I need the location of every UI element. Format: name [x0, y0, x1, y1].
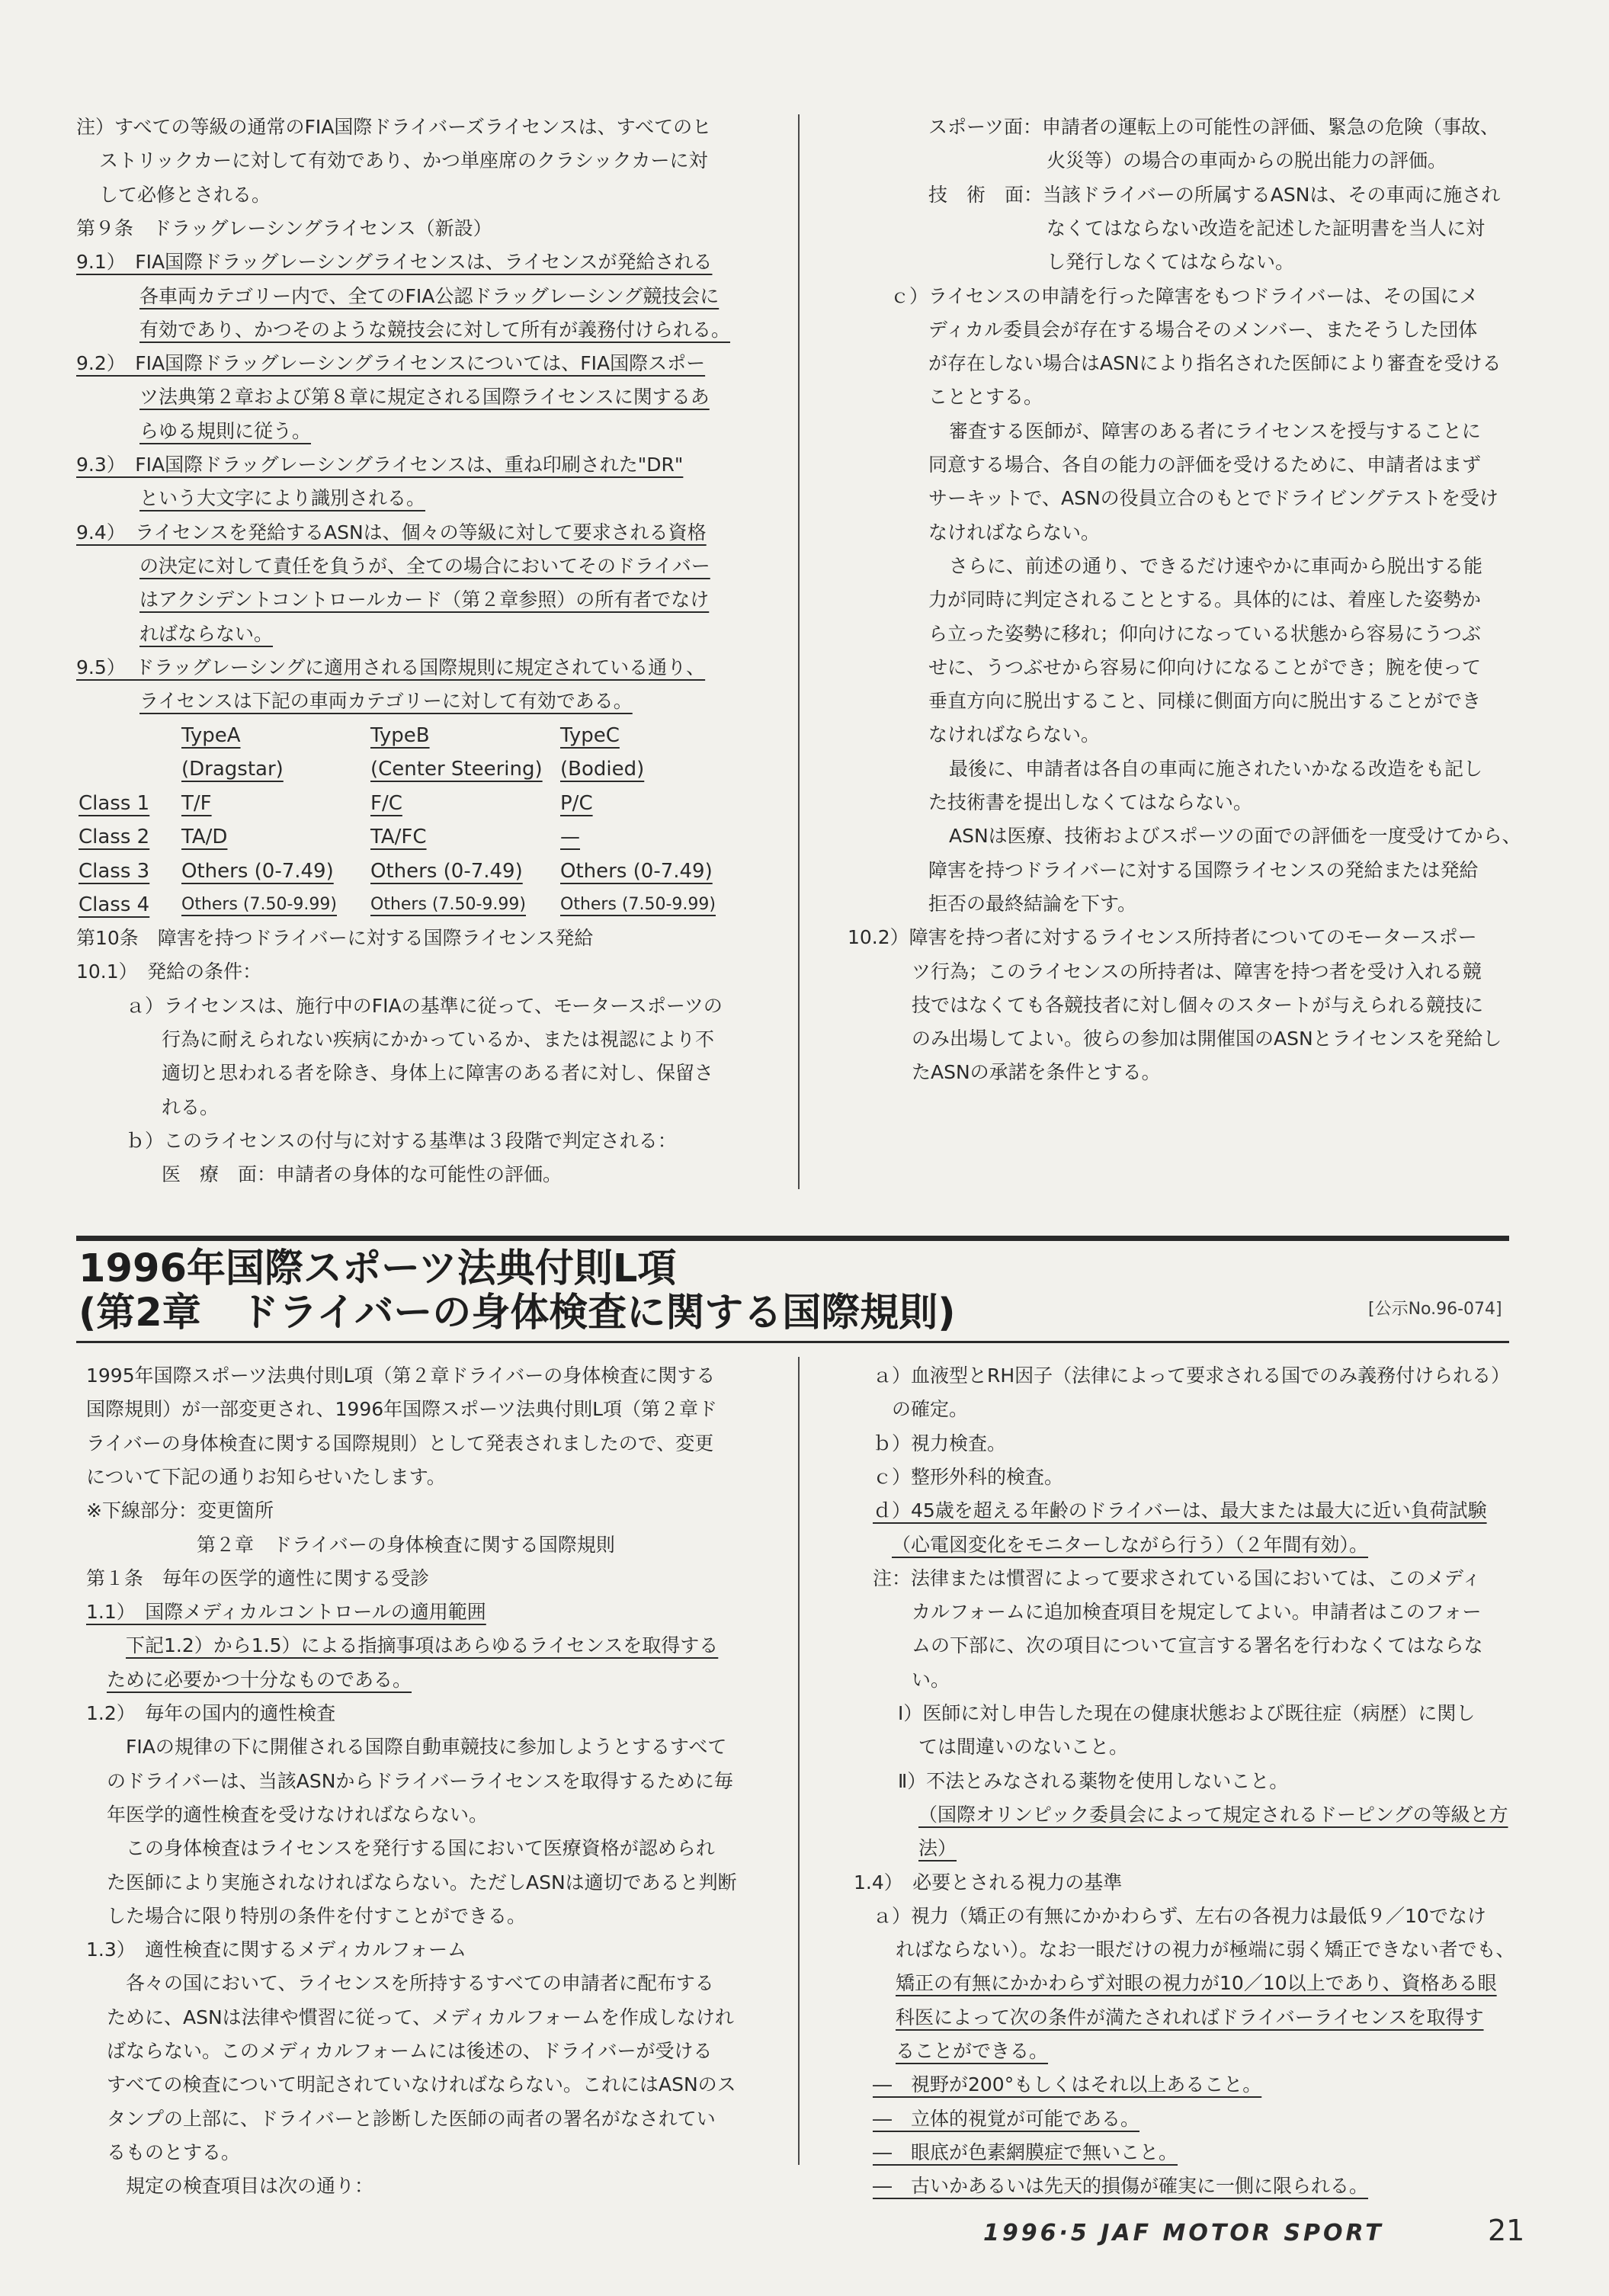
table-cell: TA/D [181, 826, 228, 849]
text-line: 技 術 面：当該ドライバーの所属するASNは、その車両に施され [928, 183, 1501, 206]
text-line: 注：法律または慣習によって要求されている国においては、このメディ [873, 1566, 1482, 1589]
text-line: 9.3） FIA国際ドラッグレーシングライセンスは、重ね印刷された"DR" [76, 454, 684, 476]
text-line: 垂直方向に脱出すること、同様に側面方向に脱出することができ [928, 690, 1482, 713]
text-line: ツ法典第２章および第８章に規定される国際ライセンスに関するあ [139, 386, 710, 409]
table-header-type: TypeB [370, 724, 430, 747]
table-cell: Others (7.50-9.99) [370, 894, 526, 914]
text-line: カルフォームに追加検査項目を規定してよい。申請者はこのフォー [912, 1601, 1482, 1624]
text-line: ａ）血液型とRH因子（法律によって要求される国でのみ義務付けられる） [873, 1364, 1511, 1387]
text-line: 9.2） FIA国際ドラッグレーシングライセンスについては、FIA国際スポー [76, 352, 706, 375]
text-line: タンプの上部に、ドライバーと診断した医師の両者の署名がなされてい [107, 2107, 716, 2130]
column-divider-bottom [798, 1357, 800, 2165]
text-line: 第１条 毎年の医学的適性に関する受診 [86, 1566, 430, 1589]
text-line: スポーツ面：申請者の運転上の可能性の評価、緊急の危険（事故、 [928, 116, 1500, 138]
text-line: 力が同時に判定されることとする。具体的には、着座した姿勢か [928, 588, 1482, 611]
text-line: Ⅰ）医師に対し申告した現在の健康状態および既往症（病歴）に関し [898, 1702, 1476, 1724]
table-header-subtype: (Bodied) [560, 758, 645, 781]
text-line: ツ行為；このライセンスの所持者は、障害を持つ者を受け入れる競 [912, 960, 1482, 983]
text-line: 行為に耐えられない疾病にかかっているか、または視認により不 [162, 1028, 715, 1050]
text-line: 各車両カテゴリー内で、全てのFIA公認ドラッグレーシング競技会に [139, 284, 720, 307]
text-line: FIAの規律の下に開催される国際自動車競技に参加しようとするすべて [126, 1736, 727, 1759]
text-line: ― 立体的視覚が可能である。 [873, 2107, 1140, 2130]
table-header-subtype: (Center Steering) [370, 758, 543, 781]
text-line: ｄ）45歳を超える年齢のドライバーは、最大または最大に近い負荷試験 [873, 1499, 1487, 1522]
table-row-label: Class 1 [79, 792, 150, 815]
text-line: ばならない。このメディカルフォームには後述の、ドライバーが受ける [107, 2040, 713, 2062]
text-line: 1.3） 適性検査に関するメディカルフォーム [86, 1938, 467, 1961]
text-line: らゆる規則に従う。 [139, 419, 312, 442]
table-cell: Others (7.50-9.99) [181, 894, 337, 914]
text-line: 1995年国際スポーツ法典付則L項（第２章ドライバーの身体検査に関する [86, 1364, 716, 1387]
table-row-label: Class 4 [79, 893, 150, 916]
page-number: 21 [1488, 2214, 1525, 2247]
table-cell: T/F [181, 792, 212, 815]
text-line: の確定。 [892, 1398, 969, 1421]
text-line: 最後に、申請者は各自の車両に施されたいかなる改造をも記し [949, 757, 1483, 780]
table-cell: TA/FC [370, 826, 427, 849]
text-line: ｂ）このライセンスの付与に対する基準は３段階で判定される： [126, 1129, 677, 1152]
text-line: の決定に対して責任を負うが、全ての場合においてそのドライバー [139, 554, 710, 577]
table-cell: Others (0-7.49) [370, 859, 523, 883]
text-line: るものとする。 [107, 2140, 241, 2163]
text-line: Ⅱ）不法とみなされる薬物を使用しないこと。 [898, 1769, 1289, 1792]
text-line: ｃ）ライセンスの申請を行った障害をもつドライバーは、その国にメ [890, 284, 1479, 307]
text-line: ａ）ライセンスは、施行中のFIAの基準に従って、モータースポーツの [126, 994, 723, 1017]
text-line: （国際オリンピック委員会によって規定されるドーピングの等級と方 [918, 1803, 1508, 1826]
text-line: なければならない。 [928, 521, 1101, 544]
text-line: ら立った姿勢に移れ；仰向けになっている状態から容易にうつぶ [928, 622, 1482, 645]
text-line: 第２章 ドライバーの身体検査に関する国際規則 [197, 1533, 615, 1556]
table-header-type: TypeA [181, 724, 241, 747]
text-line: ― 古いかあるいは先天的損傷が確実に一側に限られる。 [873, 2175, 1369, 2198]
text-line: ASNは医療、技術およびスポーツの面での評価を一度受けてから、 [949, 825, 1521, 848]
table-cell: Others (0-7.49) [560, 859, 713, 883]
text-line: のドライバーは、当該ASNからドライバーライセンスを取得するために毎 [107, 1769, 733, 1792]
table-cell: P/C [560, 792, 593, 815]
section-top-rule [76, 1236, 1509, 1241]
text-line: ストリックカーに対して有効であり、かつ単座席のクラシックカーに対 [99, 149, 708, 172]
section-title-line1: 1996年国際スポーツ法典付則L項 [79, 1246, 677, 1291]
text-line: 医 療 面：申請者の身体的な可能性の評価。 [162, 1163, 563, 1186]
text-line: ライセンスは下記の車両カテゴリーに対して有効である。 [139, 690, 633, 713]
text-line: ｂ）視力検査。 [873, 1432, 1007, 1454]
text-line: 第10条 障害を持つドライバーに対する国際ライセンス発給 [76, 927, 594, 949]
text-line: 規定の検査項目は次の通り： [126, 2175, 374, 2198]
text-line: 10.2）障害を持つ者に対するライセンス所持者についてのモータースポー [848, 926, 1477, 949]
text-line: 同意する場合、各自の能力の評価を受けるために、申請者はまず [928, 454, 1482, 476]
text-line: 9.4） ライセンスを発給するASNは、個々の等級に対して要求される資格 [76, 521, 707, 544]
magazine-footer: 1996·5 JAF MOTOR SPORT [983, 2220, 1384, 2246]
text-line: 第９条 ドラッグレーシングライセンス（新設） [76, 216, 492, 239]
text-line: 障害を持つドライバーに対する国際ライセンスの発給または発給 [928, 858, 1479, 881]
text-line: この身体検査はライセンスを発行する国において医療資格が認められ [126, 1837, 715, 1860]
text-line: 9.5） ドラッグレーシングに適用される国際規則に規定されている通り、 [76, 656, 706, 678]
text-line: という大文字により識別される。 [139, 487, 426, 510]
table-row-label: Class 2 [79, 826, 150, 849]
text-line: た医師により実施されなければならない。ただしASNは適切であると判断 [107, 1871, 737, 1894]
text-line: 1.1） 国際メディカルコントロールの適用範囲 [86, 1601, 486, 1624]
text-line: た技術書を提出しなくてはならない。 [928, 791, 1253, 813]
text-line: ― 視野が200°もしくはそれ以上あること。 [873, 2073, 1262, 2096]
text-line: （心電図変化をモニターしながら行う）（２年間有効）。 [892, 1533, 1369, 1556]
text-line: のみ出場してよい。彼らの参加は開催国のASNとライセンスを発給し [912, 1028, 1502, 1050]
table-cell: Others (0-7.49) [181, 859, 334, 883]
section-bottom-rule [76, 1341, 1509, 1343]
text-line: ることができる。 [896, 2040, 1049, 2062]
text-line: 注）すべての等級の通常のFIA国際ドライバーズライセンスは、すべてのヒ [76, 116, 712, 138]
text-line: 適切と思われる者を除き、身体上に障害のある者に対し、保留さ [162, 1062, 714, 1085]
text-line: 10.1） 発給の条件： [76, 960, 262, 983]
section-title-line2: (第2章 ドライバーの身体検査に関する国際規則) [79, 1291, 956, 1336]
text-line: 科医によって次の条件が満たされればドライバーライセンスを取得す [896, 2006, 1484, 2028]
text-line: した場合に限り特別の条件を付すことができる。 [107, 1904, 527, 1927]
text-line: ライバーの身体検査に関する国際規則）として発表されましたので、変更 [86, 1432, 714, 1454]
text-line: 年医学的適性検査を受けなければならない。 [107, 1803, 489, 1826]
text-line: なくてはならない改造を記述した証明書を当人に対 [1046, 216, 1486, 239]
text-line: 拒否の最終結論を下す。 [928, 892, 1137, 915]
text-line: 法） [918, 1837, 957, 1860]
text-line: ムの下部に、次の項目について宣言する署名を行わなくてはならな [912, 1634, 1483, 1657]
text-line: ては間違いのないこと。 [918, 1736, 1129, 1759]
text-line: ａ）視力（矯正の有無にかかわらず、左右の各視力は最低９／10でなけ [873, 1904, 1486, 1927]
text-line: ｃ）整形外科的検査。 [873, 1465, 1064, 1488]
text-line: ために必要かつ十分なものである。 [107, 1668, 412, 1691]
text-line: ― 眼底が色素網膜症で無いこと。 [873, 2140, 1178, 2163]
text-line: 矯正の有無にかかわらず対眼の視力が10／10以上であり、資格ある眼 [896, 1972, 1497, 1995]
notice-number: [公示No.96-074] [1368, 1300, 1502, 1319]
text-line: サーキットで、ASNの役員立合のもとでドライビングテストを受け [928, 487, 1498, 510]
text-line: 各々の国において、ライセンスを所持するすべての申請者に配布する [126, 1972, 714, 1995]
text-line: はアクシデントコントロールカード（第２章参照）の所有者でなけ [139, 588, 710, 611]
table-cell: Others (7.50-9.99) [560, 894, 716, 914]
text-line: 国際規則）が一部変更され、1996年国際スポーツ法典付則L項（第２章ド [86, 1398, 718, 1421]
text-line: い。 [912, 1668, 950, 1691]
text-line: 技ではなくても各競技者に対し個々のスタートが与えられる競技に [912, 993, 1484, 1016]
text-line: ればならない）。なお一眼だけの視力が極端に弱く矯正できない者でも、 [896, 1938, 1515, 1961]
text-line: 1.2） 毎年の国内的適性検査 [86, 1702, 336, 1724]
text-line: なければならない。 [928, 723, 1101, 746]
text-line: し発行しなくてはならない。 [1046, 251, 1295, 274]
text-line: して必修とされる。 [99, 183, 271, 206]
table-header-subtype: (Dragstar) [181, 758, 284, 781]
text-line: が存在しない場合はASNにより指名された医師により審査を受ける [928, 352, 1502, 375]
text-line: 火災等）の場合の車両からの脱出能力の評価。 [1046, 149, 1447, 172]
text-line: 1.4） 必要とされる視力の基準 [854, 1871, 1123, 1894]
text-line: 有効であり、かつそのような競技会に対して所有が義務付けられる。 [139, 318, 731, 341]
text-line: ※下線部分：変更箇所 [86, 1499, 274, 1522]
text-line: こととする。 [928, 386, 1043, 409]
text-line: れる。 [162, 1095, 220, 1118]
text-line: たASNの承諾を条件とする。 [912, 1061, 1161, 1084]
text-line: について下記の通りお知らせいたします。 [86, 1465, 446, 1488]
text-line: 審査する医師が、障害のある者にライセンスを授与することに [949, 419, 1481, 442]
column-divider-top [798, 114, 800, 1189]
text-line: ればならない。 [139, 622, 274, 645]
table-cell: F/C [370, 792, 402, 815]
text-line: 下記1.2）から1.5）による指摘事項はあらゆるライセンスを取得する [126, 1634, 719, 1657]
text-line: すべての検査について明記されていなければならない。これにはASNのス [107, 2073, 736, 2096]
table-cell: — [560, 826, 580, 849]
table-row-label: Class 3 [79, 859, 150, 883]
text-line: ディカル委員会が存在する場合そのメンバー、またそうした団体 [928, 318, 1478, 341]
text-line: さらに、前述の通り、できるだけ速やかに車両から脱出する能 [949, 554, 1483, 577]
text-line: 9.1） FIA国際ドラッグレーシングライセンスは、ライセンスが発給される [76, 251, 713, 274]
text-line: ために、ASNは法律や慣習に従って、メディカルフォームを作成しなけれ [107, 2006, 734, 2028]
text-line: せに、うつぶせから容易に仰向けになることができ；腕を使って [928, 656, 1482, 678]
table-header-type: TypeC [560, 724, 620, 747]
